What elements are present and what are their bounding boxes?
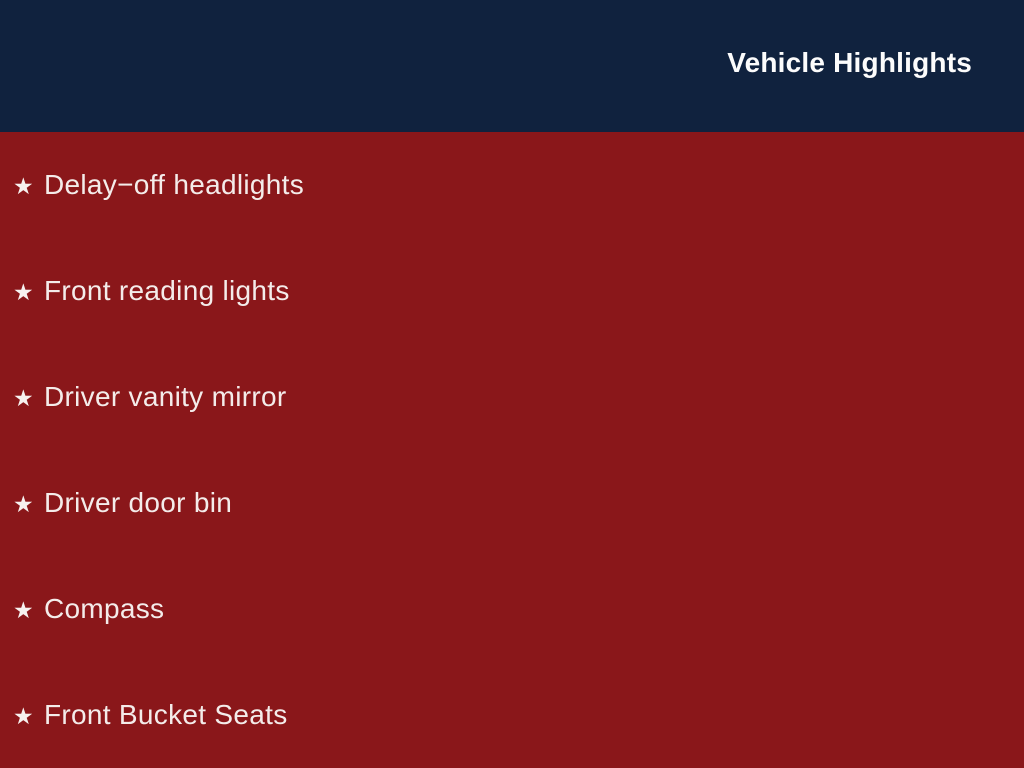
feature-list (0, 132, 1024, 768)
feature-label: Front Bucket Seats (44, 699, 288, 730)
feature-label: Compass (44, 593, 165, 624)
slide-header (0, 0, 1024, 132)
page-title: Vehicle Highlights (727, 47, 972, 78)
star-icon: ★ (13, 596, 34, 623)
star-icon: ★ (13, 172, 34, 199)
feature-label: Driver vanity mirror (44, 381, 287, 412)
list-item (0, 132, 1024, 238)
star-icon: ★ (13, 278, 34, 305)
list-item (0, 344, 1024, 450)
list-item (0, 238, 1024, 344)
star-icon: ★ (13, 702, 34, 729)
star-icon: ★ (13, 384, 34, 411)
list-item (0, 450, 1024, 556)
star-icon: ★ (13, 490, 34, 517)
list-item (0, 662, 1024, 768)
feature-label: Delay−off headlights (44, 169, 304, 200)
list-item (0, 556, 1024, 662)
feature-label: Driver door bin (44, 487, 233, 518)
feature-label: Front reading lights (44, 275, 290, 306)
